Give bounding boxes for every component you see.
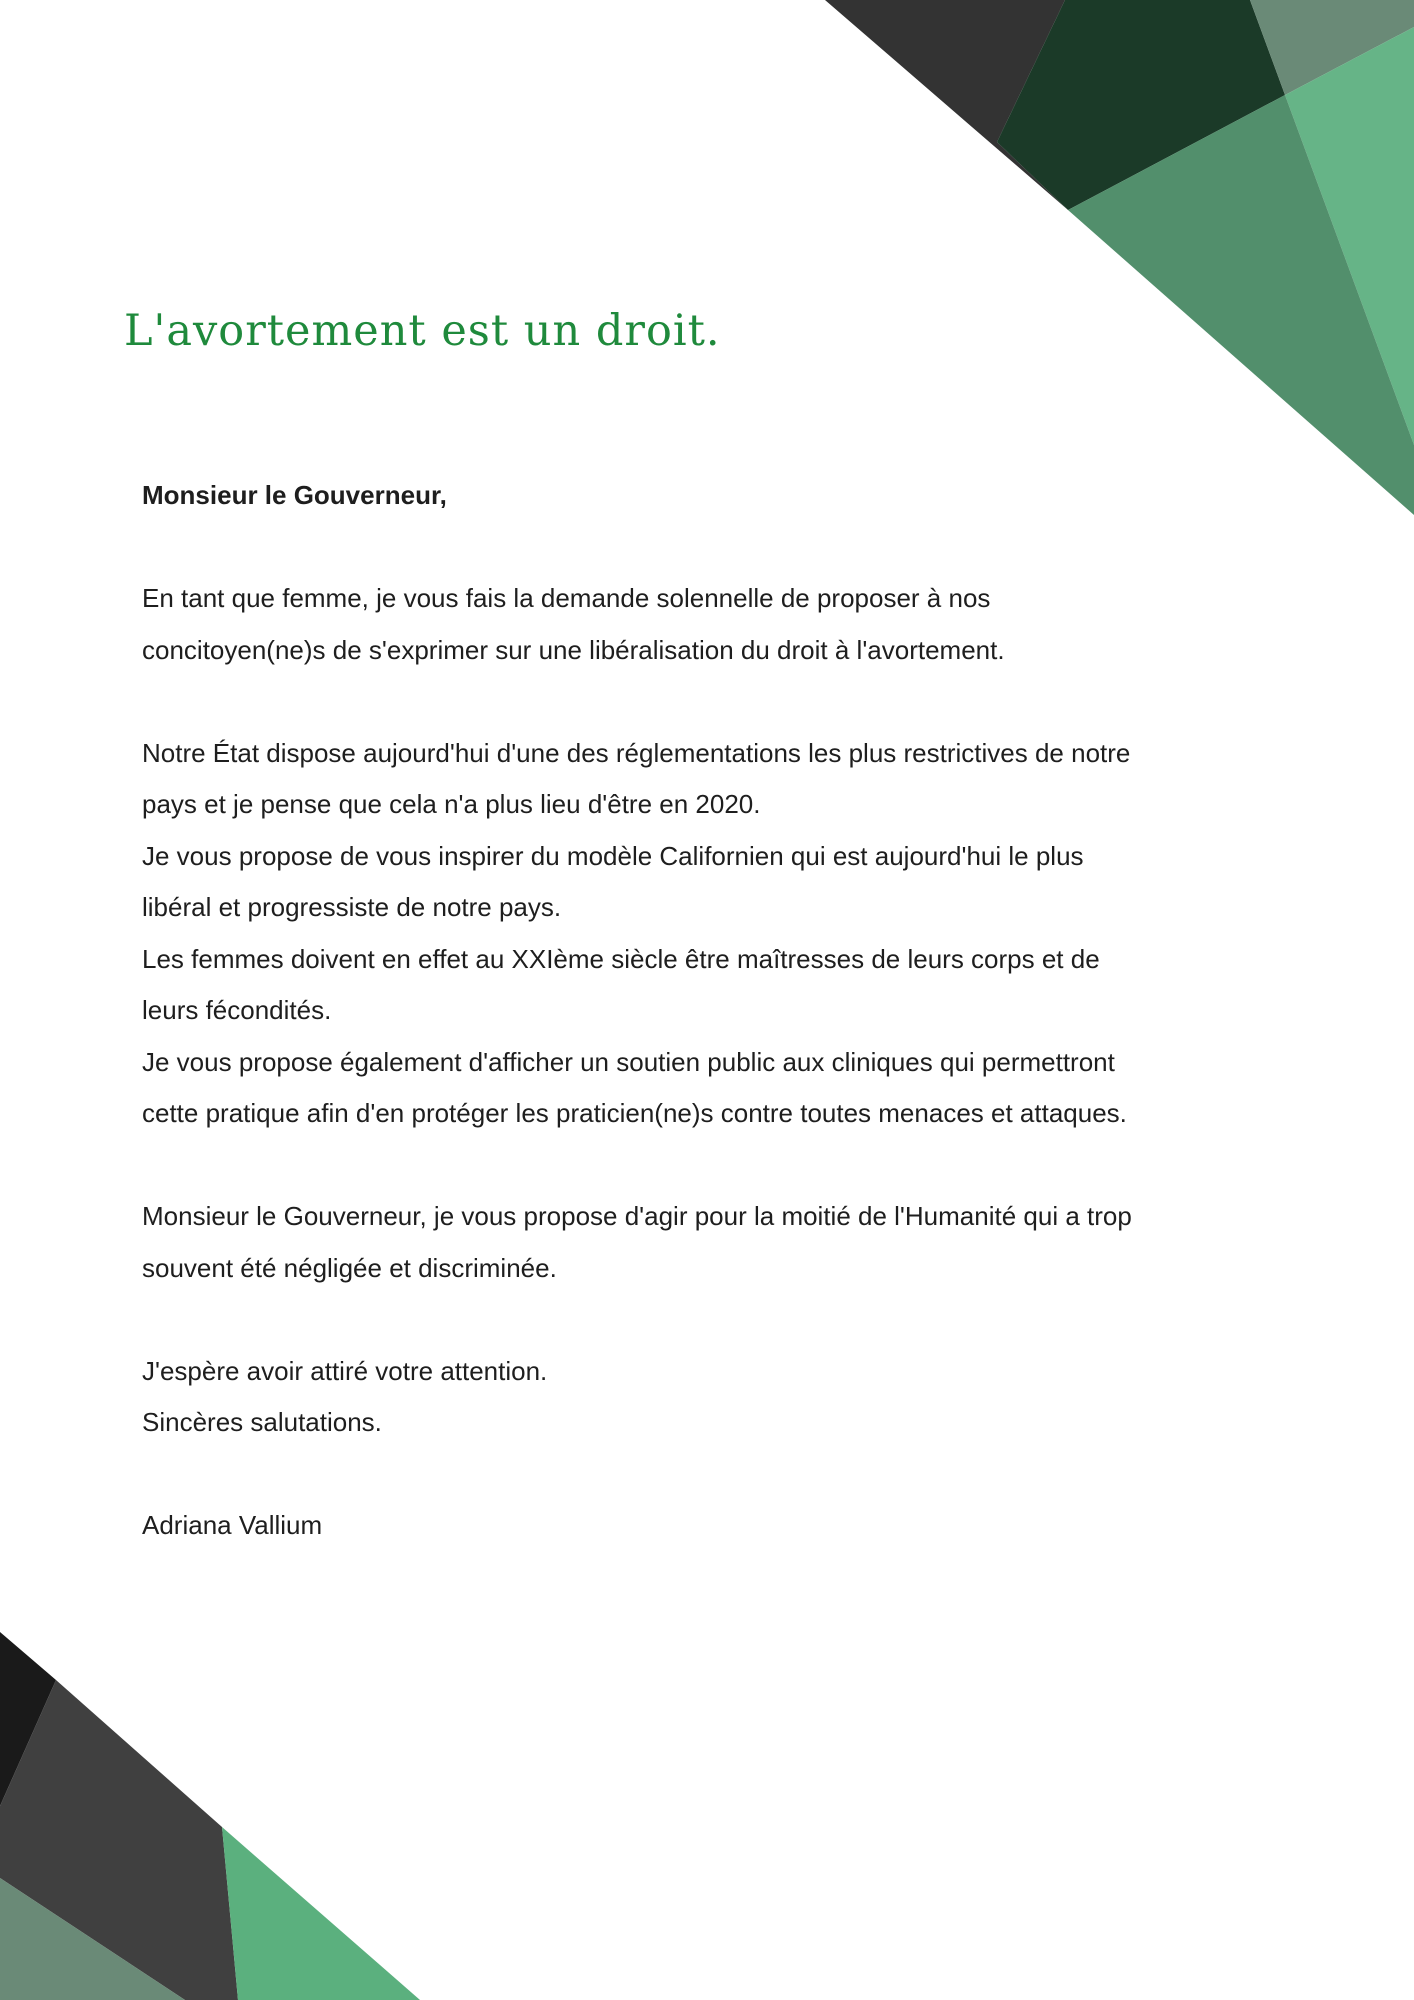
spacer: [142, 676, 1282, 728]
spacer: [142, 1449, 1282, 1501]
paragraph-line: libéral et progressiste de notre pays.: [142, 892, 562, 922]
paragraph-line: En tant que femme, je vous fais la demande solennelle de proposer à nos: [142, 583, 991, 613]
closing: [142, 1346, 1282, 1449]
letter-body: [142, 470, 1282, 1552]
paragraph-line: leurs fécondités.: [142, 995, 332, 1025]
paragraph-line: cette pratique afin d'en protéger les praticien(ne)s contre toutes menaces et attaques.: [142, 1098, 1127, 1128]
spacer: [142, 522, 1282, 574]
paragraph-3: [142, 1191, 1282, 1294]
paragraph-line: pays et je pense que cela n'a plus lieu d'être en 2020.: [142, 789, 761, 819]
paragraph-1: [142, 573, 1282, 676]
paragraph-line: Je vous propose également d'afficher un soutien public aux cliniques qui permettront: [142, 1046, 1115, 1077]
spacer: [142, 1294, 1282, 1346]
closing-line: J'espère avoir attiré votre attention.: [142, 1355, 548, 1386]
paragraph-line: Je vous propose de vous inspirer du modèle Californien qui est aujourd'hui le plus: [142, 840, 1084, 871]
salutation: Monsieur le Gouverneur,: [142, 480, 447, 510]
spacer: [142, 1140, 1282, 1192]
paragraph-2: [142, 728, 1282, 1140]
letter-title: L'avortement est un droit.: [124, 306, 721, 356]
paragraph-line: concitoyen(ne)s de s'exprimer sur une libéralisation du droit à l'avortement.: [142, 634, 1005, 665]
closing-line: Sincères salutations.: [142, 1407, 382, 1437]
paragraph-line: Notre État dispose aujourd'hui d'une des réglementations les plus restrictives de notre: [142, 737, 1131, 768]
signature: Adriana Vallium: [142, 1510, 323, 1540]
paragraph-line: Les femmes doivent en effet au XXIème siècle être maîtresses de leurs corps et de: [142, 943, 1100, 974]
bottom-left-green-shape: [222, 1827, 420, 2000]
paragraph-line: souvent été négligée et discriminée.: [142, 1252, 557, 1283]
paragraph-line: Monsieur le Gouverneur, je vous propose d'agir pour la moitié de l'Humanité qui a trop: [142, 1201, 1132, 1231]
